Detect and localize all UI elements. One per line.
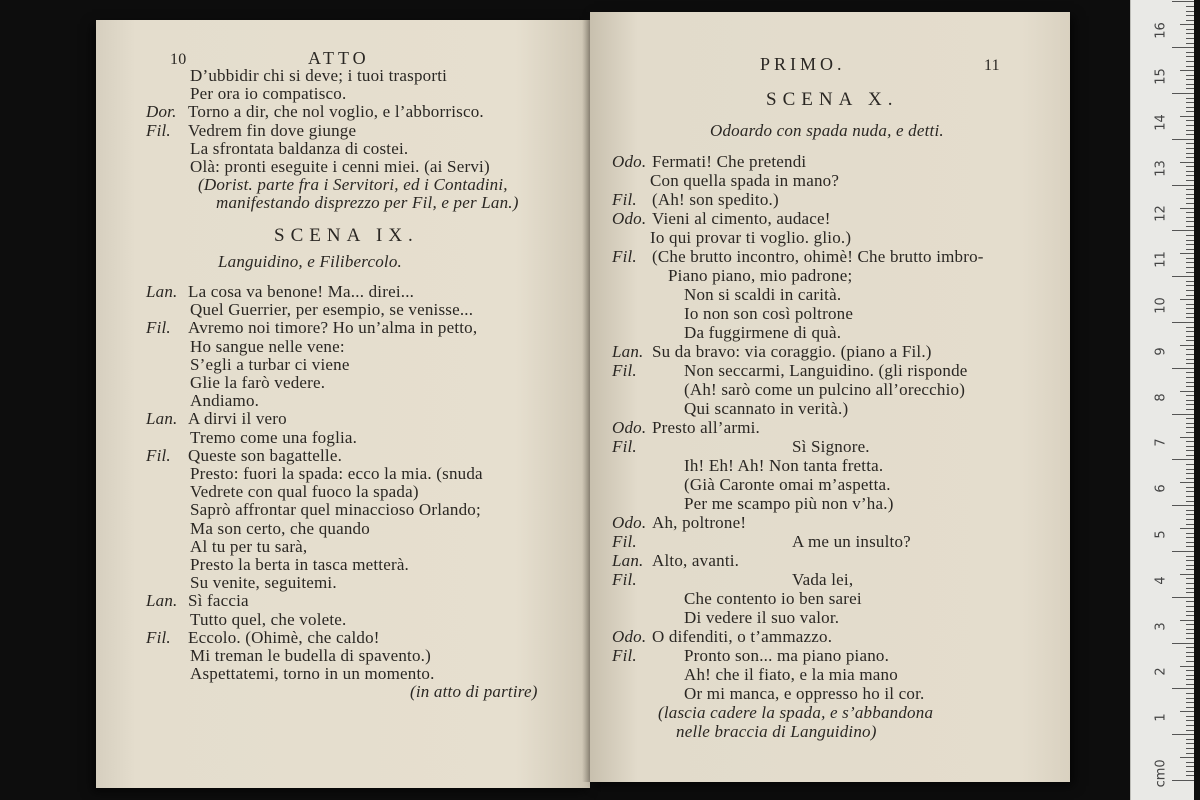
- ruler-tick: [1186, 327, 1194, 328]
- ruler-tick: [1186, 560, 1194, 561]
- line-text: Di vedere il suo valor.: [684, 608, 840, 627]
- line-text: Io non son così poltrone: [684, 304, 854, 323]
- ruler-tick: [1186, 775, 1194, 776]
- line-text: Torno a dir, che nol voglio, e l’abborrisco.: [188, 102, 484, 122]
- line-text: S’egli a turbar ci viene: [190, 354, 350, 374]
- ruler-tick: [1186, 409, 1194, 410]
- ruler-tick: [1172, 185, 1194, 186]
- ruler-tick: [1172, 780, 1194, 781]
- ruler-tick: [1172, 230, 1194, 231]
- line-text: O difenditi, o t’ammazzo.: [652, 627, 833, 646]
- line-text: Per ora io compatisco.: [190, 84, 347, 104]
- ruler-tick: [1186, 340, 1194, 341]
- ruler-tick: [1186, 592, 1194, 593]
- ruler-label: 2: [1153, 667, 1169, 677]
- line-text: La cosa va benone! Ma... direi...: [188, 282, 415, 301]
- ruler-label: 6: [1153, 484, 1169, 493]
- ruler-tick: [1186, 61, 1194, 62]
- ruler-tick: [1186, 235, 1194, 236]
- ruler-tick: [1186, 382, 1194, 383]
- ruler-tick: [1186, 15, 1194, 16]
- line-text: D’ubbidir chi si deve; i tuoi trasporti: [190, 66, 448, 85]
- ruler-tick: [1186, 175, 1194, 176]
- ruler-unit: cm: [1153, 767, 1169, 788]
- ruler-tick: [1186, 455, 1194, 456]
- speaker-label: Fil.: [146, 120, 171, 140]
- speaker-label: Fil.: [612, 646, 637, 665]
- line-text: Fermati! Che pretendi: [652, 152, 807, 171]
- ruler-tick: [1186, 606, 1194, 607]
- ruler-label: 10: [1153, 297, 1169, 314]
- ruler-tick: [1186, 427, 1194, 428]
- line-text: Vedrete con qual fuoco la spada): [190, 482, 419, 502]
- ruler-tick: [1180, 666, 1194, 667]
- ruler-tick: [1186, 514, 1194, 515]
- ruler-tick: [1186, 656, 1194, 657]
- ruler-label: 1: [1153, 713, 1169, 722]
- ruler-tick: [1186, 221, 1194, 222]
- ruler-tick: [1186, 359, 1194, 360]
- line-text: (Già Caronte omai m’aspetta.: [684, 475, 891, 494]
- ruler-tick: [1186, 189, 1194, 190]
- line-text: La sfrontata baldanza di costei.: [190, 138, 409, 158]
- speaker-label: Lan.: [146, 591, 178, 611]
- ruler-tick: [1186, 478, 1194, 479]
- line-text: Ih! Eh! Ah! Non tanta fretta.: [684, 456, 884, 475]
- ruler-label: 3: [1153, 621, 1169, 631]
- line-text: Presto la berta in tasca metterà.: [190, 555, 410, 574]
- ruler-tick: [1186, 88, 1194, 89]
- ruler-label: 9: [1153, 347, 1169, 356]
- line-text: Sì faccia: [188, 591, 249, 611]
- speaker-label: Fil.: [612, 532, 637, 551]
- line-text: Languidino, e Filibercolo.: [218, 251, 402, 271]
- ruler-tick: [1186, 20, 1194, 21]
- ruler-tick: [1186, 11, 1194, 12]
- ruler-tick: [1186, 272, 1194, 273]
- ruler-tick: [1186, 6, 1194, 7]
- ruler-tick: [1186, 111, 1194, 112]
- ruler-tick: [1186, 98, 1194, 99]
- line-text: Tutto quel, che volete.: [190, 609, 347, 629]
- ruler-tick: [1172, 368, 1194, 369]
- ruler-tick: [1186, 720, 1194, 721]
- ruler-tick: [1186, 730, 1194, 731]
- ruler-tick: [1186, 716, 1194, 717]
- ruler-tick: [1180, 757, 1194, 758]
- ruler-tick: [1172, 93, 1194, 94]
- ruler-tick: [1186, 203, 1194, 204]
- line-text: Al tu per tu sarà,: [190, 536, 308, 556]
- ruler-tick: [1186, 377, 1194, 378]
- ruler-tick: [1186, 546, 1194, 547]
- ruler-tick: [1186, 244, 1194, 245]
- ruler-tick: [1180, 574, 1194, 575]
- ruler-tick: [1186, 107, 1194, 108]
- ruler-tick: [1186, 473, 1194, 474]
- ruler-tick: [1186, 226, 1194, 227]
- line-text: Olà: pronti eseguite i cenni miei. (ai Servi): [190, 157, 490, 176]
- ruler-tick: [1186, 771, 1194, 772]
- line-text: Andiamo.: [190, 391, 260, 411]
- ruler-tick: [1186, 75, 1194, 76]
- ruler-tick: [1180, 711, 1194, 712]
- ruler-tick: [1186, 262, 1194, 263]
- ruler-tick: [1186, 395, 1194, 396]
- ruler-tick: [1186, 153, 1194, 154]
- ruler-tick: [1186, 491, 1194, 492]
- ruler-tick: [1180, 345, 1194, 346]
- ruler-tick: [1172, 139, 1194, 140]
- ruler-tick: [1186, 43, 1194, 44]
- ruler-tick: [1186, 537, 1194, 538]
- ruler-tick: [1186, 432, 1194, 433]
- page-number-left: 10: [170, 51, 187, 68]
- ruler-tick: [1186, 285, 1194, 286]
- ruler-tick: [1186, 611, 1194, 612]
- ruler-tick: [1186, 198, 1194, 199]
- line-text: Presto all’armi.: [652, 418, 761, 437]
- ruler-tick: [1186, 120, 1194, 121]
- ruler-tick: [1186, 143, 1194, 144]
- line-text: Quel Guerrier, per esempio, se venisse...: [190, 300, 474, 320]
- ruler-tick: [1180, 299, 1194, 300]
- line-text: Or mi manca, e oppresso ho il cor.: [684, 684, 925, 703]
- ruler-tick: [1186, 762, 1194, 763]
- ruler-tick: [1186, 753, 1194, 754]
- ruler-tick: [1186, 134, 1194, 135]
- ruler-tick: [1186, 363, 1194, 364]
- ruler-tick: [1186, 638, 1194, 639]
- ruler-tick: [1172, 643, 1194, 644]
- ruler-tick: [1172, 322, 1194, 323]
- ruler-tick: [1186, 166, 1194, 167]
- line-text: nelle braccia di Languidino): [676, 722, 877, 741]
- ruler-tick: [1186, 281, 1194, 282]
- line-text: Alto, avanti.: [652, 551, 740, 570]
- ruler-tick: [1180, 162, 1194, 163]
- line-text: Io qui provar ti voglio. glio.): [650, 228, 852, 247]
- ruler-tick: [1186, 739, 1194, 740]
- ruler-label: 8: [1153, 392, 1169, 402]
- line-text: Ah, poltrone!: [652, 513, 747, 532]
- ruler-tick: [1186, 766, 1194, 767]
- ruler-tick: [1186, 217, 1194, 218]
- ruler-tick: [1186, 647, 1194, 648]
- line-text: Che contento io ben sarei: [684, 589, 862, 608]
- ruler-tick: [1186, 33, 1194, 34]
- line-text: Piano piano, mio padrone;: [668, 266, 853, 285]
- ruler-tick: [1186, 400, 1194, 401]
- ruler-tick: [1186, 743, 1194, 744]
- ruler-tick: [1172, 276, 1194, 277]
- line-text: Saprò affrontar quel minaccioso Orlando;: [190, 500, 481, 520]
- ruler-label: 7: [1153, 438, 1169, 448]
- speaker-label: Lan.: [612, 551, 644, 570]
- line-text: Ma son certo, che quando: [190, 518, 370, 538]
- ruler-tick: [1186, 171, 1194, 172]
- ruler-tick: [1186, 542, 1194, 543]
- ruler-tick: [1186, 29, 1194, 30]
- ruler-tick: [1186, 670, 1194, 671]
- ruler-tick: [1180, 482, 1194, 483]
- line-text: Non si scaldi in carità.: [684, 285, 842, 304]
- speaker-label: Lan.: [146, 282, 178, 301]
- line-text: Non seccarmi, Languidino. (gli risponde: [684, 361, 968, 380]
- ruler-tick: [1172, 597, 1194, 598]
- ruler-label: 4: [1153, 576, 1169, 585]
- line-text: Su venite, seguitemi.: [190, 573, 337, 593]
- ruler-tick: [1186, 524, 1194, 525]
- ruler-label: 12: [1153, 205, 1169, 223]
- left-page: [96, 20, 590, 788]
- ruler-tick: [1186, 464, 1194, 465]
- ruler-tick: [1186, 290, 1194, 291]
- line-text: Su da bravo: via coraggio. (piano a Fil.): [652, 342, 932, 361]
- ruler-tick: [1186, 336, 1194, 337]
- running-head-left: ATTO: [308, 48, 370, 68]
- ruler-tick: [1172, 551, 1194, 552]
- ruler-tick: [1186, 130, 1194, 131]
- ruler-tick: [1180, 208, 1194, 209]
- line-text: Queste son bagattelle.: [188, 445, 343, 465]
- ruler-tick: [1186, 38, 1194, 39]
- running-head-right: PRIMO.: [760, 54, 846, 74]
- ruler-tick: [1180, 70, 1194, 71]
- line-text: Ho sangue nelle vene:: [190, 336, 345, 356]
- ruler-tick: [1186, 125, 1194, 126]
- ruler-tick: [1186, 194, 1194, 195]
- line-text: Sì Signore.: [792, 437, 870, 456]
- speaker-label: Odo.: [612, 627, 647, 646]
- ruler-tick: [1186, 79, 1194, 80]
- ruler-tick: [1186, 675, 1194, 676]
- ruler-tick: [1186, 148, 1194, 149]
- ruler-tick: [1180, 437, 1194, 438]
- line-text: Pronto son... ma piano piano.: [684, 646, 890, 665]
- ruler-tick: [1186, 652, 1194, 653]
- ruler-tick: [1180, 116, 1194, 117]
- speaker-label: Odo.: [612, 418, 647, 437]
- line-text: Presto: fuori la spada: ecco la mia. (snuda: [190, 464, 483, 483]
- line-text: Ah! che il fiato, e la mia mano: [684, 665, 898, 684]
- line-text: Aspettatemi, torno in un momento.: [190, 664, 435, 684]
- ruler-tick: [1186, 615, 1194, 616]
- line-text: (Ah! sarò come un pulcino all’orecchio): [684, 380, 966, 399]
- ruler-tick: [1180, 391, 1194, 392]
- ruler-tick: [1186, 748, 1194, 749]
- speaker-label: Dor.: [146, 102, 177, 122]
- ruler-label: 16: [1153, 22, 1169, 39]
- ruler-tick: [1186, 157, 1194, 158]
- ruler-label: 5: [1153, 530, 1169, 539]
- line-text: A me un insulto?: [792, 532, 911, 551]
- ruler-tick: [1186, 702, 1194, 703]
- ruler-tick: [1180, 253, 1194, 254]
- ruler-tick: [1186, 624, 1194, 625]
- line-text: Vedrem fin dove giunge: [188, 120, 357, 140]
- ruler-tick: [1186, 533, 1194, 534]
- ruler-tick: [1186, 501, 1194, 502]
- ruler-label: 11: [1153, 251, 1169, 268]
- speaker-label: Lan.: [612, 342, 644, 361]
- line-text: manifestando disprezzo per Fil, e per Lan.): [216, 193, 519, 213]
- line-text: (Dorist. parte fra i Servitori, ed i Contadini,: [198, 175, 508, 195]
- line-text: A dirvi il vero: [188, 409, 287, 429]
- ruler-label: 0: [1153, 759, 1169, 768]
- speaker-label: Fil.: [612, 190, 637, 209]
- ruler-tick: [1186, 487, 1194, 488]
- ruler-tick: [1186, 510, 1194, 511]
- speaker-label: Fil.: [612, 437, 637, 456]
- ruler-tick: [1186, 583, 1194, 584]
- line-text: (in atto di partire): [410, 682, 538, 702]
- ruler-tick: [1172, 505, 1194, 506]
- ruler-tick: [1186, 267, 1194, 268]
- page-number-right: 11: [984, 57, 1000, 74]
- ruler-tick: [1180, 528, 1194, 529]
- ruler-tick: [1186, 313, 1194, 314]
- line-text: Mi treman le budella di spavento.): [190, 646, 431, 665]
- line-text: Odoardo con spada nuda, e detti.: [710, 121, 944, 140]
- line-text: SCENA IX.: [274, 224, 419, 246]
- ruler-tick: [1186, 698, 1194, 699]
- speaker-label: Fil.: [146, 445, 171, 465]
- ruler-tick: [1186, 354, 1194, 355]
- line-text: Tremo come una foglia.: [190, 427, 358, 447]
- line-text: Eccolo. (Ohimè, che caldo!: [188, 627, 380, 647]
- line-text: (Che brutto incontro, ohimè! Che brutto imbro-: [652, 247, 984, 266]
- ruler-tick: [1186, 304, 1194, 305]
- line-text: Da fuggirmene di quà.: [684, 323, 842, 342]
- ruler-tick: [1186, 556, 1194, 557]
- ruler-tick: [1172, 414, 1194, 415]
- ruler-tick: [1186, 56, 1194, 57]
- speaker-label: Odo.: [612, 152, 647, 171]
- ruler-tick: [1186, 308, 1194, 309]
- ruler-tick: [1186, 569, 1194, 570]
- ruler-tick: [1186, 52, 1194, 53]
- ruler-tick: [1186, 661, 1194, 662]
- line-text: Per me scampo più non v’ha.): [684, 494, 894, 513]
- ruler-label: 13: [1153, 159, 1169, 177]
- ruler-tick: [1186, 684, 1194, 685]
- measuring-ruler: [1130, 0, 1194, 800]
- ruler-tick: [1186, 404, 1194, 405]
- ruler-tick: [1186, 441, 1194, 442]
- ruler-tick: [1186, 496, 1194, 497]
- ruler-tick: [1186, 519, 1194, 520]
- ruler-tick: [1180, 620, 1194, 621]
- ruler-tick: [1172, 688, 1194, 689]
- ruler-tick: [1186, 180, 1194, 181]
- ruler-tick: [1186, 469, 1194, 470]
- line-text: SCENA X.: [766, 89, 899, 110]
- line-text: Vieni al cimento, audace!: [652, 209, 831, 228]
- ruler-tick: [1186, 707, 1194, 708]
- line-text: Qui scannato in verità.): [684, 399, 849, 418]
- speaker-label: Fil.: [146, 318, 171, 338]
- ruler-tick: [1186, 423, 1194, 424]
- speaker-label: Odo.: [612, 209, 647, 228]
- ruler-tick: [1186, 249, 1194, 250]
- ruler-tick: [1186, 317, 1194, 318]
- ruler-tick: [1186, 565, 1194, 566]
- line-text: (lascia cadere la spada, e s’abbandona: [658, 703, 934, 722]
- ruler-tick: [1186, 450, 1194, 451]
- speaker-label: Lan.: [146, 409, 178, 429]
- speaker-label: Fil.: [612, 570, 637, 589]
- ruler-tick: [1172, 47, 1194, 48]
- ruler-tick: [1186, 240, 1194, 241]
- ruler-tick: [1186, 693, 1194, 694]
- line-text: (Ah! son spedito.): [652, 190, 779, 209]
- line-text: Avremo noi timore? Ho un’alma in petto,: [188, 318, 478, 338]
- line-text: Con quella spada in mano?: [650, 171, 840, 190]
- line-text: Vada lei,: [792, 570, 854, 589]
- ruler-tick: [1180, 24, 1194, 25]
- speaker-label: Fil.: [612, 247, 637, 266]
- ruler-tick: [1186, 578, 1194, 579]
- ruler-tick: [1186, 349, 1194, 350]
- ruler-tick: [1186, 418, 1194, 419]
- ruler-tick: [1186, 295, 1194, 296]
- ruler-tick: [1186, 102, 1194, 103]
- ruler-tick: [1186, 212, 1194, 213]
- line-text: Glie la farò vedere.: [190, 373, 326, 392]
- speaker-label: Fil.: [146, 627, 171, 647]
- ruler-tick: [1186, 331, 1194, 332]
- ruler-tick: [1186, 629, 1194, 630]
- ruler-tick: [1172, 1, 1194, 2]
- ruler-label: 14: [1153, 114, 1169, 131]
- ruler-tick: [1172, 734, 1194, 735]
- ruler-tick: [1186, 633, 1194, 634]
- speaker-label: Odo.: [612, 513, 647, 532]
- speaker-label: Fil.: [612, 361, 637, 380]
- ruler-tick: [1172, 459, 1194, 460]
- ruler-tick: [1186, 386, 1194, 387]
- ruler-tick: [1186, 66, 1194, 67]
- ruler-tick: [1186, 372, 1194, 373]
- ruler-tick: [1186, 679, 1194, 680]
- ruler-tick: [1186, 446, 1194, 447]
- ruler-tick: [1186, 601, 1194, 602]
- ruler-tick: [1186, 725, 1194, 726]
- ruler-tick: [1186, 588, 1194, 589]
- ruler-tick: [1186, 84, 1194, 85]
- ruler-label: 15: [1153, 68, 1169, 85]
- right-page: [590, 12, 1070, 782]
- ruler-tick: [1186, 258, 1194, 259]
